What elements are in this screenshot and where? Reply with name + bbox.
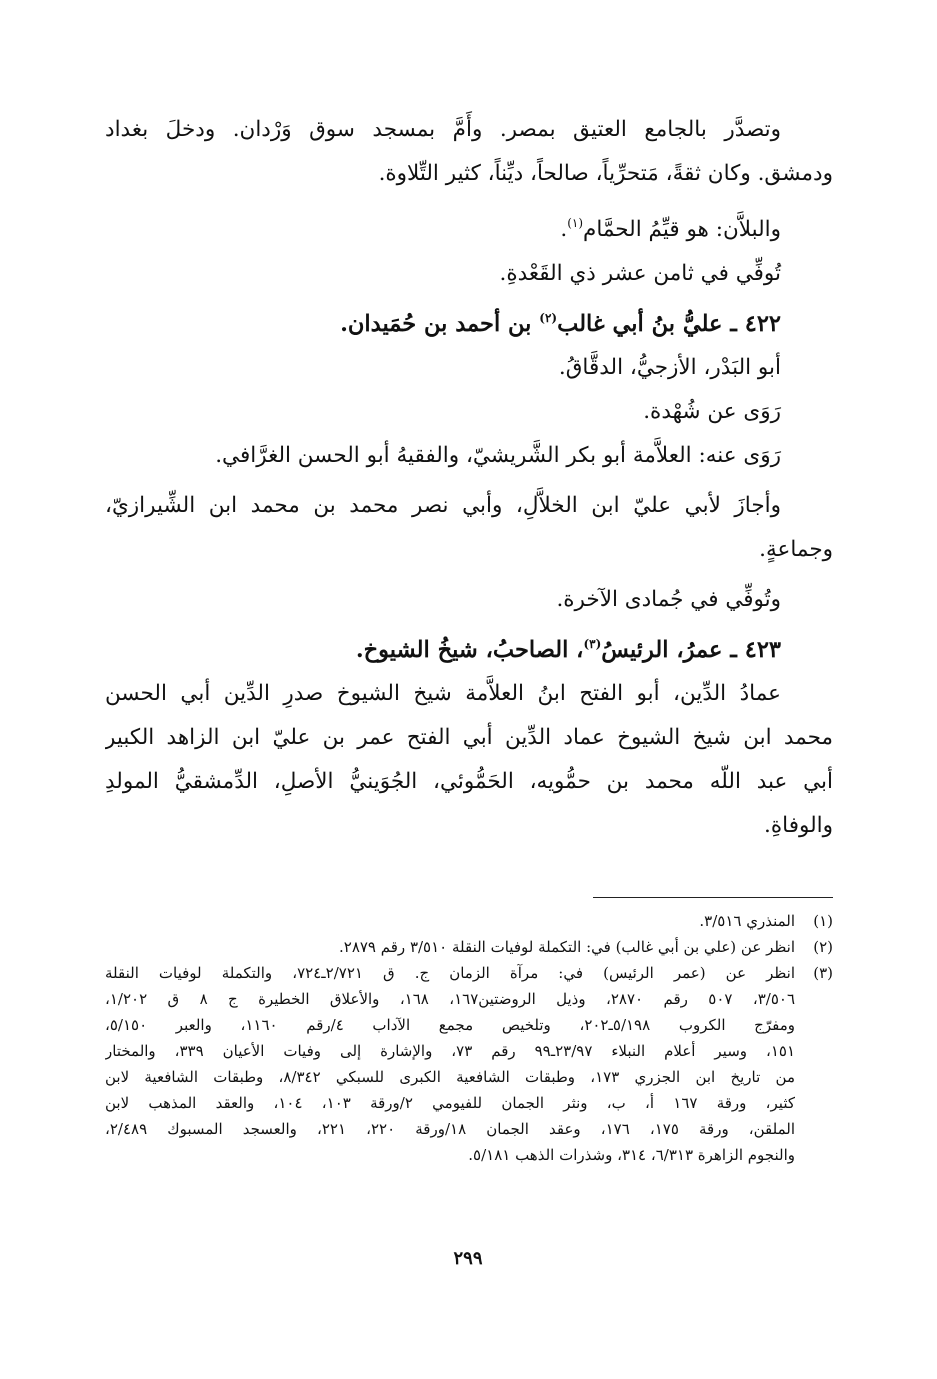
entry-heading bbox=[105, 302, 833, 346]
paragraph-line: رَوَى عن شُهْدة. bbox=[643, 399, 781, 424]
footnote-number: (٢) bbox=[813, 938, 833, 956]
footnote-1 bbox=[105, 908, 833, 934]
paragraph-line: أبو البَدْر، الأزجيُّ، الدقَّاقُ. bbox=[558, 355, 781, 380]
footnote-line: والنجوم الزاهرة ٦/٣١٣، ٣١٤، وشذرات الذهب ٥/١٨١. bbox=[468, 1146, 795, 1164]
paragraph-line: أبي عبد اللّه محمد بن حمُّويه، الحَمُّوئي، الجُوَينيُّ الأصلِ، الدِّمشقيُّ المولدِ bbox=[105, 769, 833, 794]
paragraph-line: والوفاةِ. bbox=[764, 813, 833, 838]
paragraph-line: ودمشق. وكان ثقةً، مَتحرِّياً، صالحاً، ديِّناً، كثير التِّلاوة. bbox=[378, 161, 833, 186]
paragraph-line: وأجازَ لأبي عليّ ابن الخلاَّلِ، وأبي نصر محمد بن محمد ابن الشِّيرازيّ، bbox=[105, 493, 781, 518]
footnote-marker: (١) bbox=[567, 216, 584, 230]
footnote-marker: (٢) bbox=[539, 311, 558, 325]
paragraph-line: محمد ابن شيخ الشيوخ عماد الدِّين أبي الفتح عمر بن عليّ ابن الزاهد الكبير bbox=[105, 725, 833, 750]
paragraph-line: وجماعةٍ. bbox=[759, 537, 833, 562]
footnote-text: المنذري ٣/٥١٦. bbox=[699, 912, 795, 930]
paragraph-line: عمادُ الدِّين، أبو الفتح ابنُ العلاَّمة شيخ الشيوخ صدرِ الدِّين أبي الحسن bbox=[105, 681, 781, 706]
footnote-line: ١٥١، وسير أعلام النبلاء ٢٣/٩٧ـ٩٩ رقم ٧٣، والإشارة إلى وفيات الأعيان ٣٣٩، والمختار bbox=[105, 1042, 795, 1060]
footnote-number: (١) bbox=[813, 912, 833, 930]
entry-heading-name: ٤٢٣ ـ عمرُ، الرئيسُ bbox=[601, 637, 781, 663]
footnote-line: من تاريخ ابن الجزري ١٧٣، وطبقات الشافعية الكبرى للسبكي ٨/٣٤٢، وطبقات الشافعية لابن bbox=[105, 1068, 795, 1086]
main-text bbox=[105, 108, 833, 848]
footnote-line: الملقن، ورقة ١٧٥، ١٧٦، وعقد الجمان ١٨/ورقة ٢٢٠، ٢٢١، والعسجد المسبوك ٢/٤٨٩، bbox=[105, 1120, 795, 1138]
footnote-2 bbox=[105, 934, 833, 960]
entry-heading-titles: ، الصاحبُ، شيخُ الشيوخ. bbox=[355, 637, 584, 663]
footnote-text: انظر عن (علي بن أبي غالب) في: التكملة لوفيات النقلة ٣/٥١٠ رقم ٢٨٧٩. bbox=[338, 938, 795, 956]
footnote-number: (٣) bbox=[813, 964, 833, 982]
footnote-line: ومفرّج الكروب ٥/١٩٨ـ٢٠٢، وتلخيص مجمع الآداب ٤/رقم ١١٦٠، والعبر ٥/١٥٠، bbox=[105, 1016, 795, 1034]
entry-heading-lineage: بن أحمد بن حُمَيدان. bbox=[340, 311, 540, 337]
paragraph-line: تُوفِّي في ثامن عشر ذي القَعْدةِ. bbox=[499, 261, 781, 286]
footnote-marker: (٣) bbox=[583, 637, 602, 651]
paragraph-line: وتصدَّر بالجامع العتيق بمصر. وأَمَّ بمسجد سوق وَرْدان. ودخلَ بغداد bbox=[105, 117, 781, 142]
footnote-line: كثير، ورقة ١٦٧ أ، ب، ونثر الجمان للفيومي ٢/ورقة ١٠٣، ١٠٤، والعقد المذهب لابن bbox=[105, 1094, 795, 1112]
paragraph-line: وتُوفِّي في جُمادى الآخرة. bbox=[556, 587, 781, 612]
footnote-separator bbox=[593, 897, 833, 898]
spacer bbox=[105, 196, 833, 208]
footnote-3 bbox=[105, 960, 833, 1168]
paragraph-line: رَوَى عنه: العلاَّمة أبو بكر الشَّريشيّ، والفقيهُ أبو الحسن الغرَّافي. bbox=[215, 443, 781, 468]
page-number: ٢٩٩ bbox=[453, 1248, 483, 1269]
entry-heading-name: ٤٢٢ ـ عليُّ بنُ أبي غالب bbox=[557, 311, 781, 337]
footnote-line: انظر عن (عمر الرئيس) في: مرآة الزمان ج. ق ٢/٧٢١ـ٧٢٤، والتكملة لوفيات النقلة bbox=[105, 964, 795, 982]
footnote-line: ٣/٥٠٦، ٥٠٧ رقم ٢٨٧٠، وذيل الروضتين١٦٧، ١٦٨، والأعلاق الخطيرة ج ٨ ق ١/٢٠٢، bbox=[105, 990, 795, 1008]
definition-end: . bbox=[560, 217, 568, 242]
entry-heading bbox=[105, 628, 833, 672]
paragraph-line bbox=[105, 208, 833, 252]
definition-text: والبلاَّن: هو قيِّمُ الحمَّام bbox=[583, 217, 781, 242]
footnotes bbox=[105, 908, 833, 1168]
